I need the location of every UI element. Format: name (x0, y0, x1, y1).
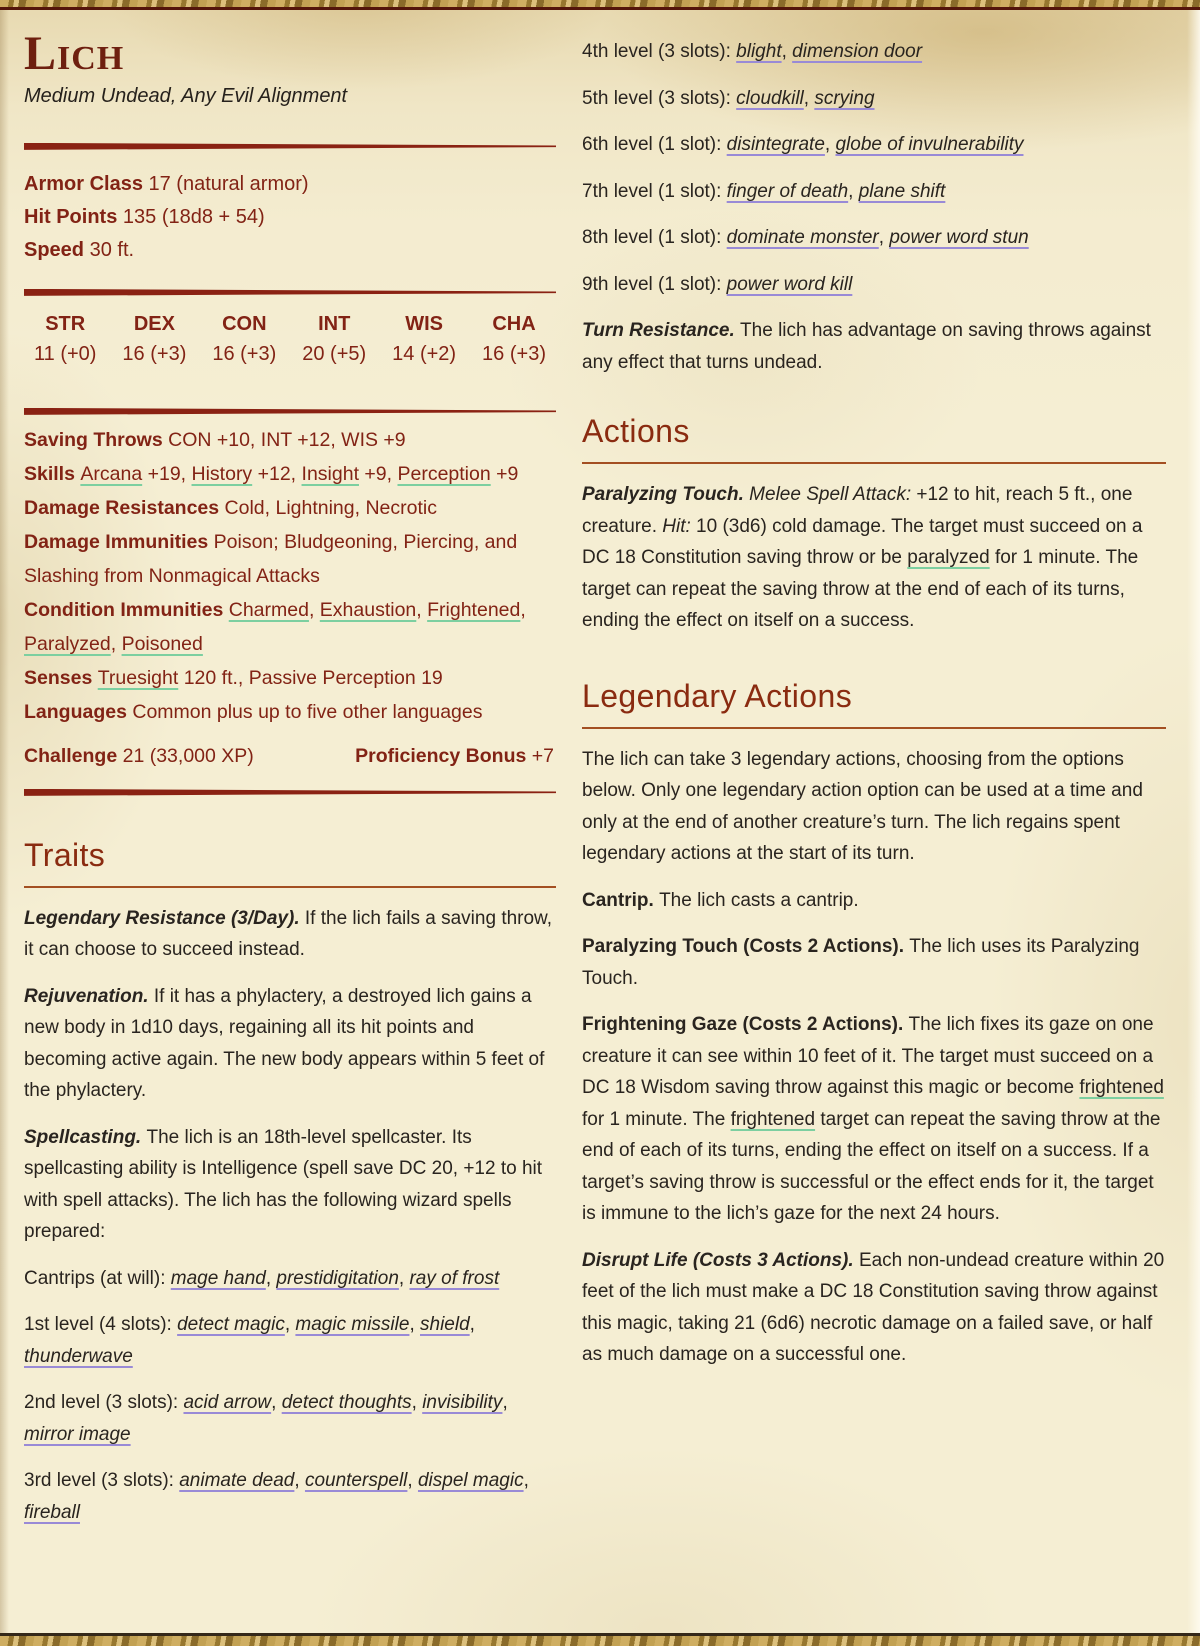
text-segment: Poison; Bludgeoning, Piercing, and Slashing from Nonmagical Attacks (24, 530, 518, 587)
glossary-link[interactable]: Charmed (228, 598, 309, 621)
creature-meta: Medium Undead, Any Evil Alignment (24, 84, 348, 107)
text-segment: , (294, 1470, 305, 1492)
ability-str: STR 11 (+0) (34, 312, 97, 365)
text-segment: The lich casts a cantrip. (659, 889, 859, 911)
text-segment: , (409, 1314, 420, 1336)
glossary-link[interactable]: Poisoned (121, 632, 203, 655)
text-segment: Rejuvenation. (24, 985, 154, 1007)
text-segment: Paralyzing Touch. (582, 484, 750, 505)
ability-dex: DEX 16 (+3) (122, 312, 187, 365)
text-segment: Damage Immunities (24, 530, 214, 553)
spell-link[interactable]: scrying (814, 87, 875, 109)
spell-link[interactable]: dispel magic (417, 1470, 524, 1492)
text-segment: Damage Resistances (24, 496, 225, 519)
left-column (24, 16, 556, 1528)
divider (24, 143, 556, 150)
senses-line (24, 661, 556, 695)
text-segment: +9 (490, 462, 519, 485)
glossary-link[interactable]: Insight (301, 462, 359, 485)
text-segment: +9, (358, 462, 398, 485)
text-segment: , (781, 41, 793, 62)
text-segment: 120 ft., Passive Perception 19 (178, 666, 443, 689)
text-segment: 6th level (1 slot): (582, 134, 727, 155)
text-segment: Cantrips (at will): (24, 1267, 171, 1289)
proficiency-bonus-label: Proficiency Bonus (355, 744, 527, 767)
text-segment: , (520, 598, 526, 621)
armor-class-value: 17 (natural armor) (148, 172, 309, 195)
glossary-link[interactable]: Perception (397, 462, 491, 485)
text-segment: Each non-undead creature within 20 feet of the lich must make a DC 18 Constitution saving throw against this magic, taking 21 (6d6) necrotic damage on a failed save, or half as much damage on a successful one. (582, 1249, 1165, 1365)
ability-int: INT 20 (+5) (302, 312, 367, 365)
text-segment: +12, (252, 462, 302, 485)
divider (24, 289, 556, 296)
languages-line (24, 695, 556, 729)
glossary-link[interactable]: paralyzed (907, 547, 990, 568)
hit-points-line (24, 201, 556, 234)
ability-scores-table (24, 312, 556, 366)
text-segment: 7th level (1 slot): (582, 180, 727, 202)
traits-section (24, 836, 556, 1529)
wood-border-bottom (0, 1633, 1200, 1646)
detail-lines (24, 423, 556, 773)
speed-label: Speed (24, 238, 85, 261)
spell-link[interactable]: blight (736, 41, 782, 62)
ability-con: CON 16 (+3) (212, 312, 277, 365)
spell-link[interactable]: magic missile (295, 1314, 410, 1336)
text-segment: for 1 minute. The target can repeat the saving throw at the end of each of its turns, ending the effect on itself on a success. (582, 547, 1139, 631)
text-segment: 1st level (4 slots): (24, 1314, 178, 1336)
text-segment: If it has a phylactery, a destroyed lich gains a new body in 1d10 days, regaining all its hit points and becoming active again. The new body appears within 5 feet of the phylactery. (24, 985, 545, 1102)
text-segment: 2nd level (3 slots): (24, 1392, 184, 1414)
text-segment: CON +10, INT +12, WIS +9 (168, 428, 406, 451)
glossary-link[interactable]: Paralyzed (24, 632, 111, 655)
text-segment: , (469, 1314, 475, 1336)
text-segment: Legendary Resistance (3/Day). (24, 907, 305, 929)
glossary-link[interactable]: History (191, 462, 253, 485)
spell-link[interactable]: disintegrate (726, 134, 825, 155)
text-segment: Condition Immunities (24, 598, 229, 621)
proficiency-bonus (355, 739, 554, 773)
spell-link[interactable]: power word kill (726, 273, 853, 295)
condition-immunities-line (24, 593, 556, 661)
text-segment: , (110, 632, 122, 655)
text-segment: The lich uses its Paralyzing Touch. (582, 936, 1140, 989)
text-segment: , (308, 598, 320, 621)
spell-link[interactable]: ray of frost (409, 1267, 500, 1289)
text-segment: , (265, 1267, 277, 1289)
text-segment: Paralyzing Touch (Costs 2 Actions). (582, 936, 910, 957)
spell-link[interactable]: dimension door (792, 41, 923, 62)
text-segment: Cantrip. (582, 889, 660, 911)
spell-link[interactable]: counterspell (304, 1470, 408, 1492)
text-segment: +12 to hit, reach 5 ft., one creature. (582, 484, 1133, 537)
text-segment: 10 (3d6) cold damage. The target must succeed on a DC 18 Constitution saving throw or be (582, 515, 1143, 568)
glossary-link[interactable]: Exhaustion (319, 598, 417, 621)
text-segment: +19, (142, 462, 192, 485)
divider (24, 408, 556, 415)
hit-points-value: 135 (18d8 + 54) (122, 205, 265, 228)
text-segment: Senses (24, 666, 98, 689)
text-segment: , (271, 1392, 282, 1414)
legendary-intro (582, 744, 1166, 870)
spell-line-7th (582, 176, 1166, 208)
spell-line-6th (582, 129, 1166, 161)
text-segment: , (398, 1267, 410, 1289)
spell-link[interactable]: finger of death (726, 180, 849, 202)
text-segment: Hit: (662, 515, 697, 537)
spell-link[interactable]: power word stun (889, 227, 1029, 248)
text-segment: Disrupt Life (Costs 3 Actions). (582, 1249, 859, 1271)
spell-link[interactable]: plane shift (858, 180, 946, 202)
creature-name: Lich (24, 27, 125, 80)
text-segment: , (848, 180, 859, 202)
legendary-cantrip (582, 885, 1166, 917)
text-segment: 3rd level (3 slots): (24, 1470, 180, 1492)
text-segment: The lich can take 3 legendary actions, choosing from the options below. Only one legendary action option can be used at a time and only at the end of another creature’s turn. The lich regains spent legendary actions at the start of its turn. (582, 748, 1143, 864)
glossary-link[interactable]: Arcana (80, 462, 143, 485)
damage-immunities-line (24, 525, 556, 593)
challenge-label: Challenge (24, 744, 118, 767)
text-segment: If the lich fails a saving throw, it can choose to succeed instead. (24, 907, 553, 961)
text-segment: Cold, Lightning, Necrotic (224, 496, 437, 519)
hit-points-label: Hit Points (24, 205, 118, 228)
trait-turn-resistance (582, 315, 1166, 378)
trait-legendary-resistance (24, 903, 556, 966)
core-attributes (24, 168, 556, 267)
legendary-actions-section (582, 677, 1166, 1371)
legendary-disrupt-life (582, 1245, 1166, 1371)
text-segment: 5th level (3 slots): (582, 87, 737, 109)
actions-section (582, 412, 1166, 637)
skills-line (24, 457, 556, 491)
challenge-row (24, 739, 556, 773)
spell-link[interactable]: globe of invulnerability (835, 134, 1024, 155)
text-segment: , (411, 1392, 423, 1414)
spell-line-2nd (24, 1387, 556, 1450)
trait-rejuvenation (24, 981, 556, 1107)
text-segment: Skills (24, 462, 81, 485)
text-segment: , (878, 227, 890, 248)
text-segment: Saving Throws (24, 428, 169, 451)
spell-link[interactable]: detect thoughts (281, 1392, 412, 1414)
text-segment: , (523, 1470, 529, 1492)
legendary-paralyzing-touch (582, 931, 1166, 994)
spell-line-1st (24, 1309, 556, 1372)
text-segment: Spellcasting. (24, 1126, 147, 1148)
text-segment: target can repeat the saving throw at the end of each of its turns, ending the effect on itself on a success. If a target’s saving throw is successful or the effect ends for it, the target is immune to the lich’s gaze for the next 24 hours. (582, 1108, 1161, 1224)
right-column (582, 16, 1166, 1528)
spell-link[interactable]: animate dead (179, 1470, 295, 1492)
text-segment: 4th level (3 slots): (582, 41, 737, 62)
spell-link[interactable]: invisibility (422, 1392, 503, 1414)
spell-link[interactable]: mage hand (170, 1267, 266, 1289)
divider (24, 789, 556, 796)
ability-wis: WIS 14 (+2) (392, 312, 457, 365)
spell-line-3rd (24, 1465, 556, 1528)
challenge-rating (24, 739, 254, 773)
spell-link[interactable]: dominate monster (726, 227, 879, 248)
spell-link[interactable]: detect magic (177, 1314, 285, 1336)
text-segment: , (416, 598, 428, 621)
text-segment: The lich has advantage on saving throws against any effect that turns undead. (582, 320, 1151, 373)
legendary-frightening-gaze (582, 1009, 1166, 1230)
glossary-link[interactable]: frightened (1079, 1077, 1164, 1098)
spell-link[interactable]: mirror image (24, 1423, 131, 1445)
trait-spellcasting (24, 1122, 556, 1248)
spell-line-5th (582, 83, 1166, 115)
armor-class-label: Armor Class (24, 172, 143, 195)
glossary-link[interactable]: frightened (730, 1108, 816, 1130)
text-segment: , (824, 134, 836, 155)
challenge-value: 21 (33,000 XP) (122, 744, 254, 767)
glossary-link[interactable]: Frightened (427, 598, 521, 621)
spell-link[interactable]: prestidigitation (276, 1267, 399, 1289)
text-segment: , (803, 87, 815, 109)
spell-line-4th (582, 36, 1166, 68)
speed-line (24, 234, 556, 267)
armor-class-line (24, 168, 556, 201)
text-segment: 8th level (1 slot): (582, 227, 727, 248)
spell-link[interactable]: shield (420, 1314, 470, 1336)
damage-resistances-line (24, 491, 556, 525)
text-segment: for 1 minute. The (582, 1108, 731, 1130)
spell-line-9th (582, 269, 1166, 301)
text-segment: Melee Spell Attack: (749, 484, 917, 505)
text-segment: Common plus up to five other languages (132, 700, 483, 723)
text-segment: The lich is an 18th-level spellcaster. Its spellcasting ability is Intelligence (spell save DC 20, +12 to hit with spell attacks). The lich has the following wizard spells prepared: (24, 1126, 543, 1243)
spell-link[interactable]: acid arrow (183, 1392, 272, 1414)
saving-throws-line (24, 423, 556, 457)
spell-link[interactable]: cloudkill (736, 87, 804, 109)
proficiency-bonus-value: +7 (531, 744, 554, 767)
spell-link[interactable]: fireball (24, 1501, 80, 1523)
text-segment: , (502, 1392, 508, 1414)
text-segment: , (284, 1314, 296, 1336)
text-segment: The lich fixes its gaze on one creature it can see within 10 feet of it. The target must succeed on a DC 18 Wisdom saving throw against this magic or become (582, 1014, 1154, 1098)
spell-line-cantrips (24, 1263, 556, 1295)
text-segment: Turn Resistance. (582, 320, 741, 341)
actions-heading: Actions (582, 412, 1166, 464)
ability-cha: CHA 16 (+3) (482, 312, 546, 365)
text-segment: Languages (24, 700, 133, 723)
wood-border-top (0, 0, 1200, 10)
speed-value: 30 ft. (89, 238, 135, 261)
text-segment: Frightening Gaze (Costs 2 Actions). (582, 1014, 909, 1035)
legendary-actions-heading: Legendary Actions (582, 677, 1166, 729)
spell-line-8th (582, 222, 1166, 254)
traits-heading: Traits (24, 836, 556, 888)
glossary-link[interactable]: Truesight (97, 666, 179, 689)
spell-link[interactable]: thunderwave (24, 1345, 133, 1367)
action-paralyzing-touch (582, 479, 1166, 637)
text-segment: 9th level (1 slot): (582, 273, 727, 295)
text-segment: , (407, 1470, 418, 1492)
